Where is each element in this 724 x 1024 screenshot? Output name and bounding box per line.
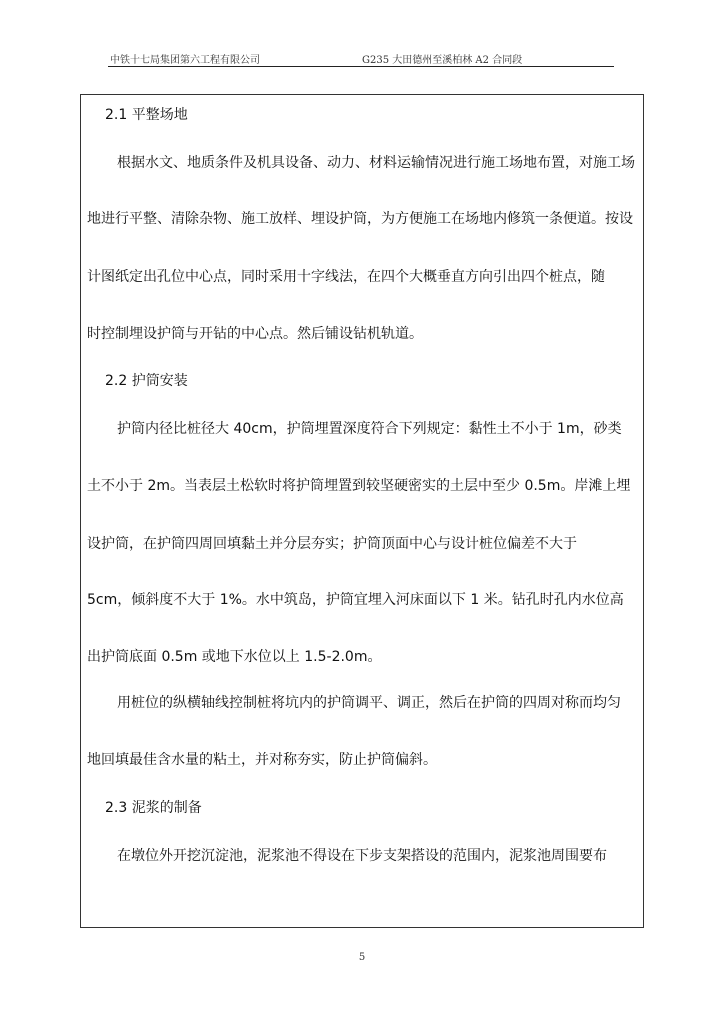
section-heading-2-3: 2.3 泥浆的制备 xyxy=(105,800,202,816)
paragraph-line: 根据水文、地质条件及机具设备、动力、材料运输情况进行施工场地布置，对施工场 xyxy=(117,155,635,171)
header-company: 中铁十七局集团第六工程有限公司 xyxy=(110,55,260,66)
paragraph-line: 出护筒底面 0.5m 或地下水位以上 1.5-2.0m。 xyxy=(87,649,382,665)
paragraph-line: 时控制埋设护筒与开钻的中心点。然后铺设钻机轨道。 xyxy=(87,326,423,342)
paragraph-line: 在墩位外开挖沉淀池，泥浆池不得设在下步支架搭设的范围内，泥浆池周围要布 xyxy=(117,848,607,864)
page-header xyxy=(108,50,614,67)
paragraph-line: 地进行平整、清除杂物、施工放样、埋设护筒，为方便施工在场地内修筑一条便道。按设 xyxy=(87,211,633,227)
paragraph-line: 土不小于 2m。当表层土松软时将护筒埋置到较坚硬密实的土层中至少 0.5m。岸滩上埋 xyxy=(87,478,631,494)
page-number: 5 xyxy=(358,952,366,963)
paragraph-line: 5cm，倾斜度不大于 1%。水中筑岛，护筒宜埋入河床面以下 1 米。钻孔时孔内水位高 xyxy=(87,592,624,608)
paragraph-line: 地回填最佳含水量的粘土，并对称夯实，防止护筒偏斜。 xyxy=(87,752,437,768)
paragraph-line: 计图纸定出孔位中心点，同时采用十字线法，在四个大概垂直方向引出四个桩点，随 xyxy=(87,269,605,285)
section-heading-2-1: 2.1 平整场地 xyxy=(105,107,188,123)
header-project: G235 大田德州至溪柏林 A2 合同段 xyxy=(362,55,523,66)
paragraph-line: 护筒内径比桩径大 40cm，护筒埋置深度符合下列规定：黏性土不小于 1m，砂类 xyxy=(117,421,622,437)
paragraph-line: 设护筒，在护筒四周回填黏土并分层夯实；护筒顶面中心与设计桩位偏差不大于 xyxy=(87,536,577,552)
paragraph-line: 用桩位的纵横轴线控制桩将坑内的护筒调平、调正，然后在护筒的四周对称而均匀 xyxy=(117,695,621,711)
section-heading-2-2: 2.2 护筒安装 xyxy=(105,373,188,389)
